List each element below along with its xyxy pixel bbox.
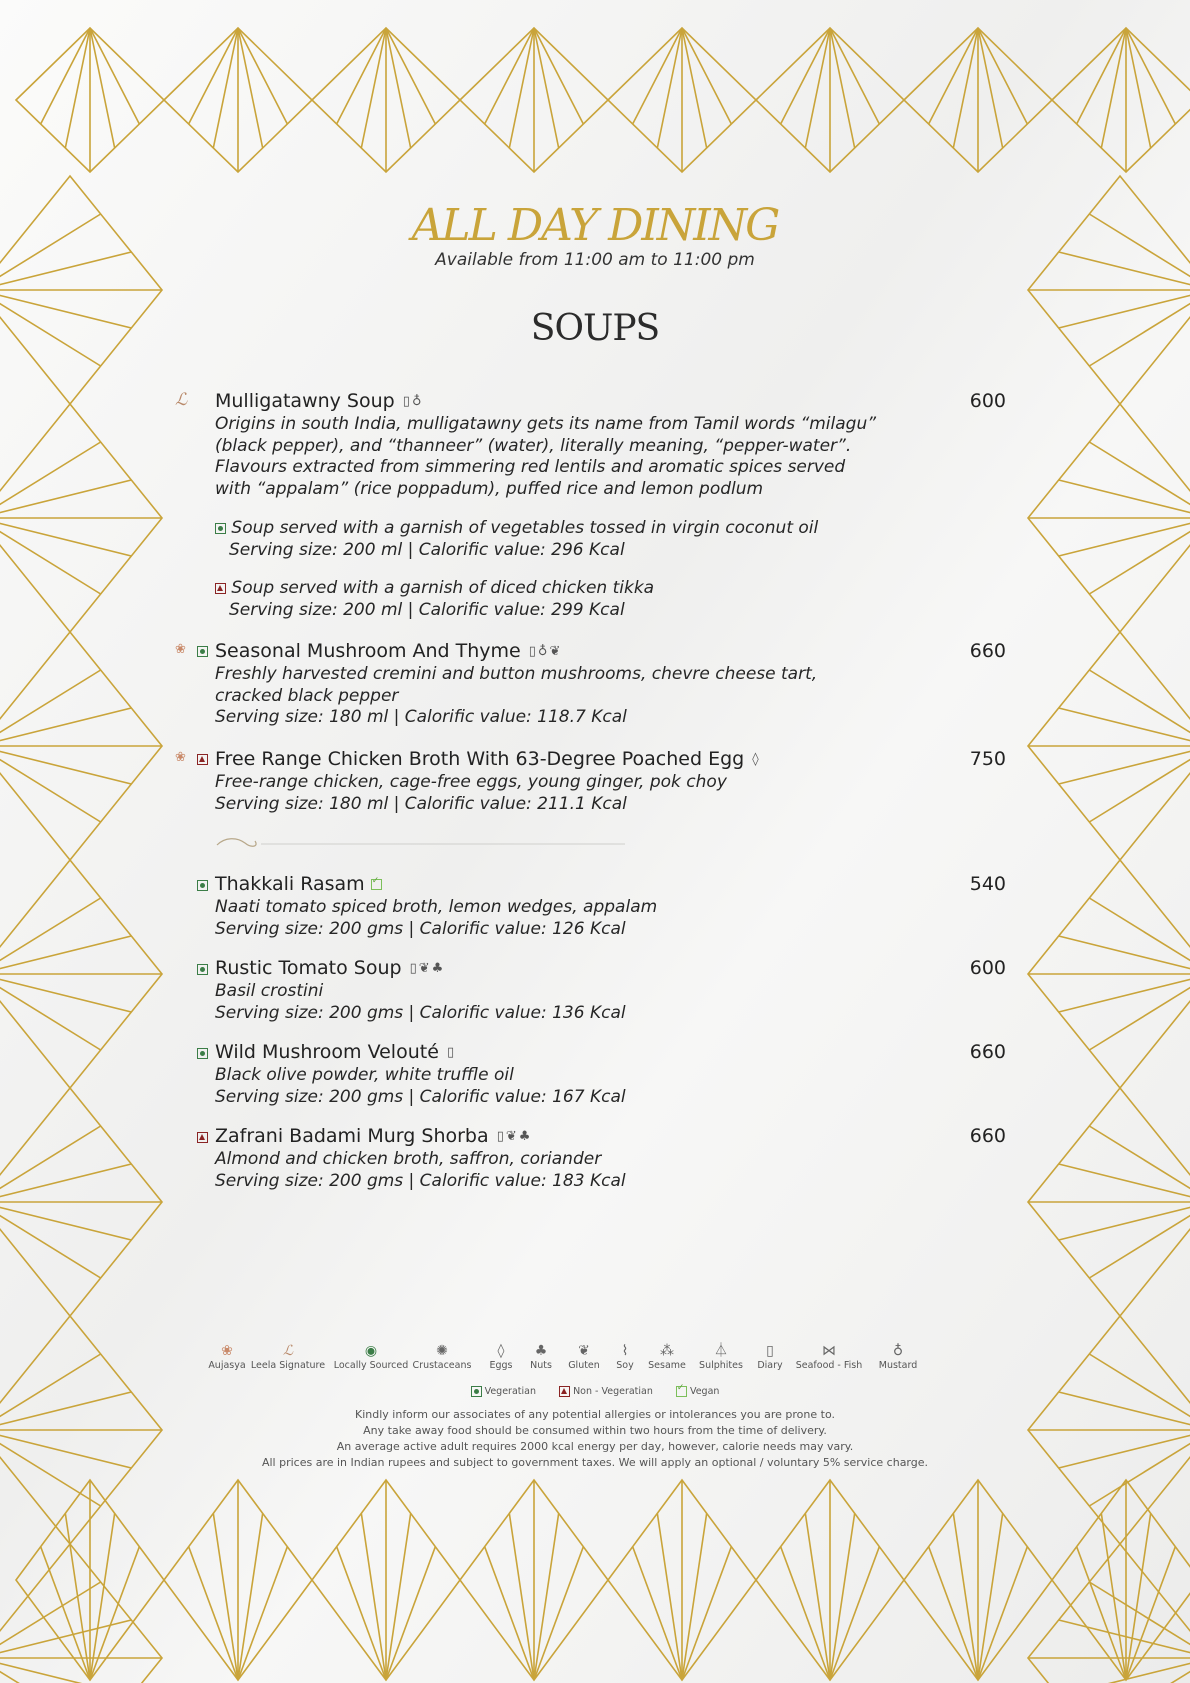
menu-item (170, 1041, 1010, 1108)
diary-icon: ▯ (446, 1045, 455, 1060)
item-price: 660 (969, 640, 1006, 662)
legend-gluten: ❦ Gluten (544, 1342, 624, 1371)
variant-nonveg: Soup served with a garnish of diced chicken tikka Serving size: 200 ml | Calorific value: 299 Kcal (215, 578, 915, 621)
gluten-icon: ❦ (418, 961, 430, 976)
diary-icon: ▯ (496, 1129, 504, 1144)
menu-item (170, 390, 1010, 500)
diet-legend: Vegeratian Non - Vegeratian ✓ Vegan (0, 1386, 1190, 1397)
mustard-icon: ♁ (411, 394, 422, 409)
item-name: Zafrani Badami Murg Shorba ▯ ❦ ♣ (215, 1125, 531, 1147)
item-price: 600 (969, 957, 1006, 979)
footer-notes: Kindly inform our associates of any potential allergies or intolerances you are prone to. Any take away food should be consumed within two hours from the time of delivery. An average active adult requires 2000 kcal energy per day, however, calorie needs may vary. All prices are in Indian rupees and subject to government taxes. We will apply an optional / voluntary 5% service charge. (261, 1408, 929, 1469)
item-description: Black olive powder, white truffle oil Serving size: 200 gms | Calorific value: 167 Kcal (215, 1065, 626, 1107)
gluten-icon: ❦ (549, 644, 561, 659)
vegan-marker-icon (676, 1386, 687, 1397)
diary-icon: ▯ (766, 1343, 774, 1359)
crustaceans-icon: ✺ (436, 1343, 448, 1359)
veg-marker-icon (215, 523, 226, 534)
aujasya-icon: ❀ (175, 642, 186, 657)
availability-text: Available from 11:00 am to 11:00 pm (435, 250, 755, 270)
menu-item (170, 957, 1010, 1024)
item-name: Free Range Chicken Broth With 63-Degree Poached Egg ◊ (215, 748, 759, 770)
item-description: Freshly harvested cremini and button mushrooms, chevre cheese tart, cracked black pepper Serving size: 180 ml | Calorific value: 118.7 Kcal (215, 664, 818, 727)
eggs-icon: ◊ (497, 1343, 505, 1359)
nuts-icon: ♣ (431, 961, 444, 976)
nuts-icon: ♣ (534, 1343, 548, 1359)
sesame-icon: ⁂ (660, 1343, 674, 1359)
diary-icon: ▯ (528, 644, 536, 659)
nonveg-marker-icon (215, 583, 226, 594)
leela-signature-icon: ℒ (282, 1343, 294, 1359)
menu-title: ALL DAY DINING (411, 200, 779, 251)
eggs-icon: ◊ (752, 752, 759, 767)
gluten-icon: ❦ (578, 1343, 590, 1359)
item-name: Mulligatawny Soup ▯ ♁ (215, 390, 422, 412)
legend-locally-sourced: ◉ Locally Sourced (331, 1342, 411, 1371)
soy-icon: ⌇ (621, 1343, 629, 1359)
item-description: Naati tomato spiced broth, lemon wedges, appalam Serving size: 200 gms | Calorific value: 126 Kcal (215, 897, 658, 939)
legend-nuts: ♣ Nuts (501, 1342, 581, 1371)
vegan-marker-icon (371, 879, 382, 890)
veg-marker-icon (471, 1386, 482, 1397)
nonveg-marker-icon (559, 1386, 570, 1397)
item-price: 750 (969, 748, 1006, 770)
item-name: Rustic Tomato Soup ▯ ❦ ♣ (215, 957, 444, 979)
item-description: Origins in south India, mulligatawny gets its name from Tamil words “milagu” (black pepper), and “thanneer” (water), literally meaning, “pepper-water”. Flavours extracted from simmering red lentils and aromatic spices served with “appalam” (rice poppadum), puffed rice and lemon podlum (215, 414, 877, 499)
diary-icon: ▯ (409, 961, 417, 976)
mustard-icon: ♁ (537, 644, 548, 659)
gluten-icon: ❦ (505, 1129, 517, 1144)
diary-icon: ▯ (402, 394, 410, 409)
legend-diary: ▯ Diary (730, 1342, 810, 1371)
mustard-icon: ♁ (892, 1343, 904, 1359)
menu-header (0, 200, 1190, 270)
legend-eggs: ◊ Eggs (461, 1342, 541, 1371)
aujasya-icon: ❀ (221, 1343, 233, 1359)
sulphites-icon: ⏃ (714, 1343, 728, 1359)
menu-item (170, 748, 1010, 815)
legend-mustard: ♁ Mustard (858, 1342, 938, 1371)
legend-seafood-fish: ⋈ Seafood - Fish (789, 1342, 869, 1371)
section-divider (215, 837, 635, 851)
item-price: 540 (969, 873, 1006, 895)
item-description: Almond and chicken broth, saffron, coriander Serving size: 200 gms | Calorific value: 183 Kcal (215, 1149, 626, 1191)
item-description: Basil crostini Serving size: 200 gms | Calorific value: 136 Kcal (215, 981, 626, 1023)
section-title: SOUPS (530, 308, 660, 349)
fish-icon: ⋈ (822, 1343, 836, 1359)
item-name: Seasonal Mushroom And Thyme ▯ ♁ ❦ (215, 640, 561, 662)
menu-item (170, 640, 1010, 729)
item-name: Wild Mushroom Velouté ▯ (215, 1041, 455, 1063)
nuts-icon: ♣ (518, 1129, 531, 1144)
item-price: 660 (969, 1125, 1006, 1147)
menu-item (170, 1125, 1010, 1192)
item-description: Free-range chicken, cage-free eggs, young ginger, pok choy Serving size: 180 ml | Calorific value: 211.1 Kcal (215, 772, 727, 814)
item-price: 660 (969, 1041, 1006, 1063)
leela-signature-icon: ℒ (175, 390, 188, 410)
legend-soy: ⌇ Soy (585, 1342, 665, 1371)
item-price: 600 (969, 390, 1006, 412)
item-name: Thakkali Rasam ✓ (215, 873, 382, 895)
legend-sesame: ⁂ Sesame (627, 1342, 707, 1371)
variant-veg: Soup served with a garnish of vegetables tossed in virgin coconut oil Serving size: 200 ml | Calorific value: 296 Kcal (215, 518, 915, 561)
locally-sourced-icon: ◉ (364, 1343, 378, 1359)
legend-sulphites: ⏃ Sulphites (681, 1342, 761, 1371)
legend-leela-signature: ℒ Leela Signature (248, 1342, 328, 1371)
menu-item (170, 873, 1010, 940)
aujasya-icon: ❀ (175, 750, 186, 765)
legend-aujasya: ❀ Aujasya (187, 1342, 267, 1371)
legend-crustaceans: ✺ Crustaceans (402, 1342, 482, 1371)
